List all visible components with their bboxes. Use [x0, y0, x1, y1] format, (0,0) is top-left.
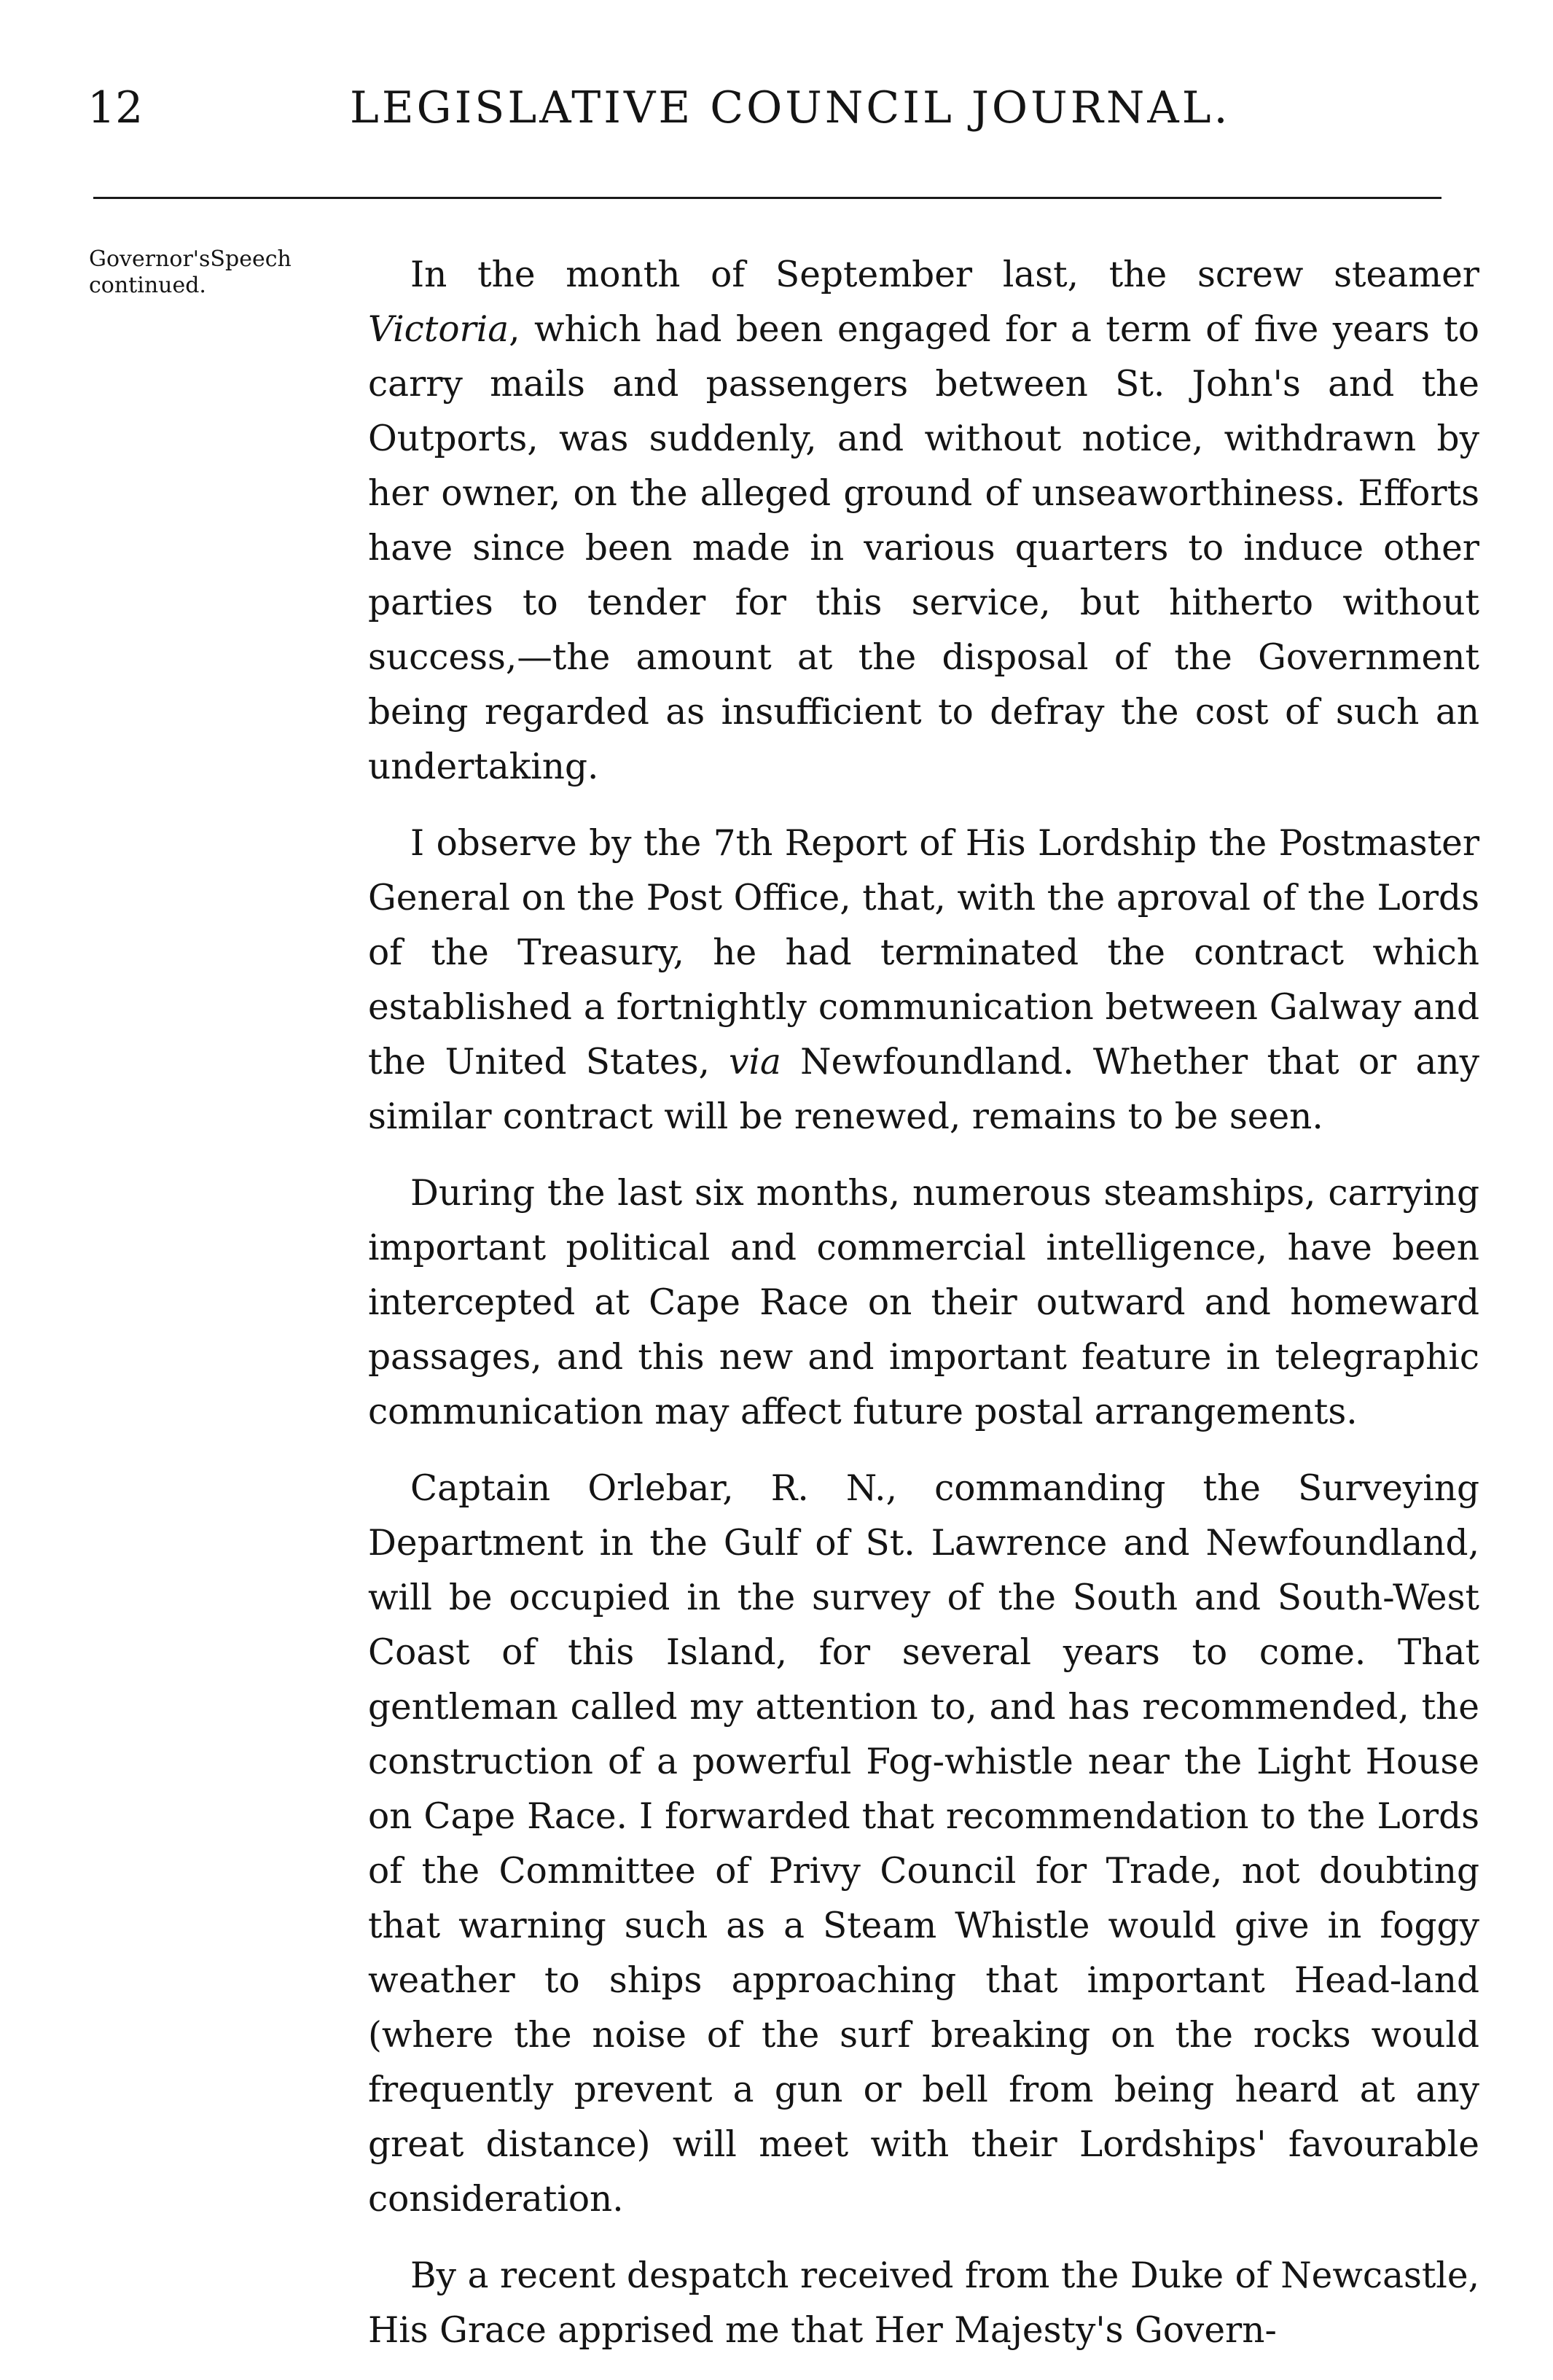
paragraph: By a recent despatch received from the Duke of Newcastle, His Grace apprised me that Her Majesty's Govern-: [368, 2255, 1479, 2351]
page-number: 12: [87, 82, 144, 133]
header-rule: [93, 197, 1441, 199]
body-text: [368, 248, 1479, 2380]
paragraph: I observe by the 7th Report of His Lordship the Postmaster General on the Post Office, that, with the aproval of the Lords of the Treasury, he had terminated the contract which established a fortnightly communication between Galway and the United States, via Newfoundland. Whether that or any similar contract will be renewed, remains to be seen.: [368, 823, 1479, 1137]
paragraph: In the month of September last, the screw steamer Victoria, which had been engaged for a term of five years to carry mails and passengers between St. John's and the Outports, was suddenly, and without notice, withdrawn by her owner, on the alleged ground of unseaworthiness. Efforts have since been made in various quarters to induce other parties to tender for this service, but hitherto without success,—the amount at the disposal of the Government being regarded as insufficient to defray the cost of such an undertaking.: [368, 254, 1479, 787]
running-title: LEGISLATIVE COUNCIL JOURNAL.: [350, 82, 1231, 133]
paragraph: Captain Orlebar, R. N., commanding the Surveying Department in the Gulf of St. Lawrence and Newfoundland, will be occupied in the survey of the South and South-West Coast of this Island, for several years to come. That gentleman called my attention to, and has recommended, the construction of a powerful Fog-whistle near the Light House on Cape Race. I forwarded that recommendation to the Lords of the Committee of Privy Council for Trade, not doubting that warning such as a Steam Whistle would give in foggy weather to ships approaching that important Head-land (where the noise of the surf breaking on the rocks would frequently prevent a gun or bell from being heard at any great distance) will meet with their Lordships' favourable consideration.: [368, 1468, 1479, 2220]
margin-note: Governor'sSpeech continued.: [89, 246, 292, 298]
paragraph: During the last six months, numerous steamships, carrying important political and commercial intelligence, have been intercepted at Cape Race on their outward and homeward passages, and this new and important feature in telegraphic communication may affect future postal arrangements.: [368, 1173, 1479, 1432]
